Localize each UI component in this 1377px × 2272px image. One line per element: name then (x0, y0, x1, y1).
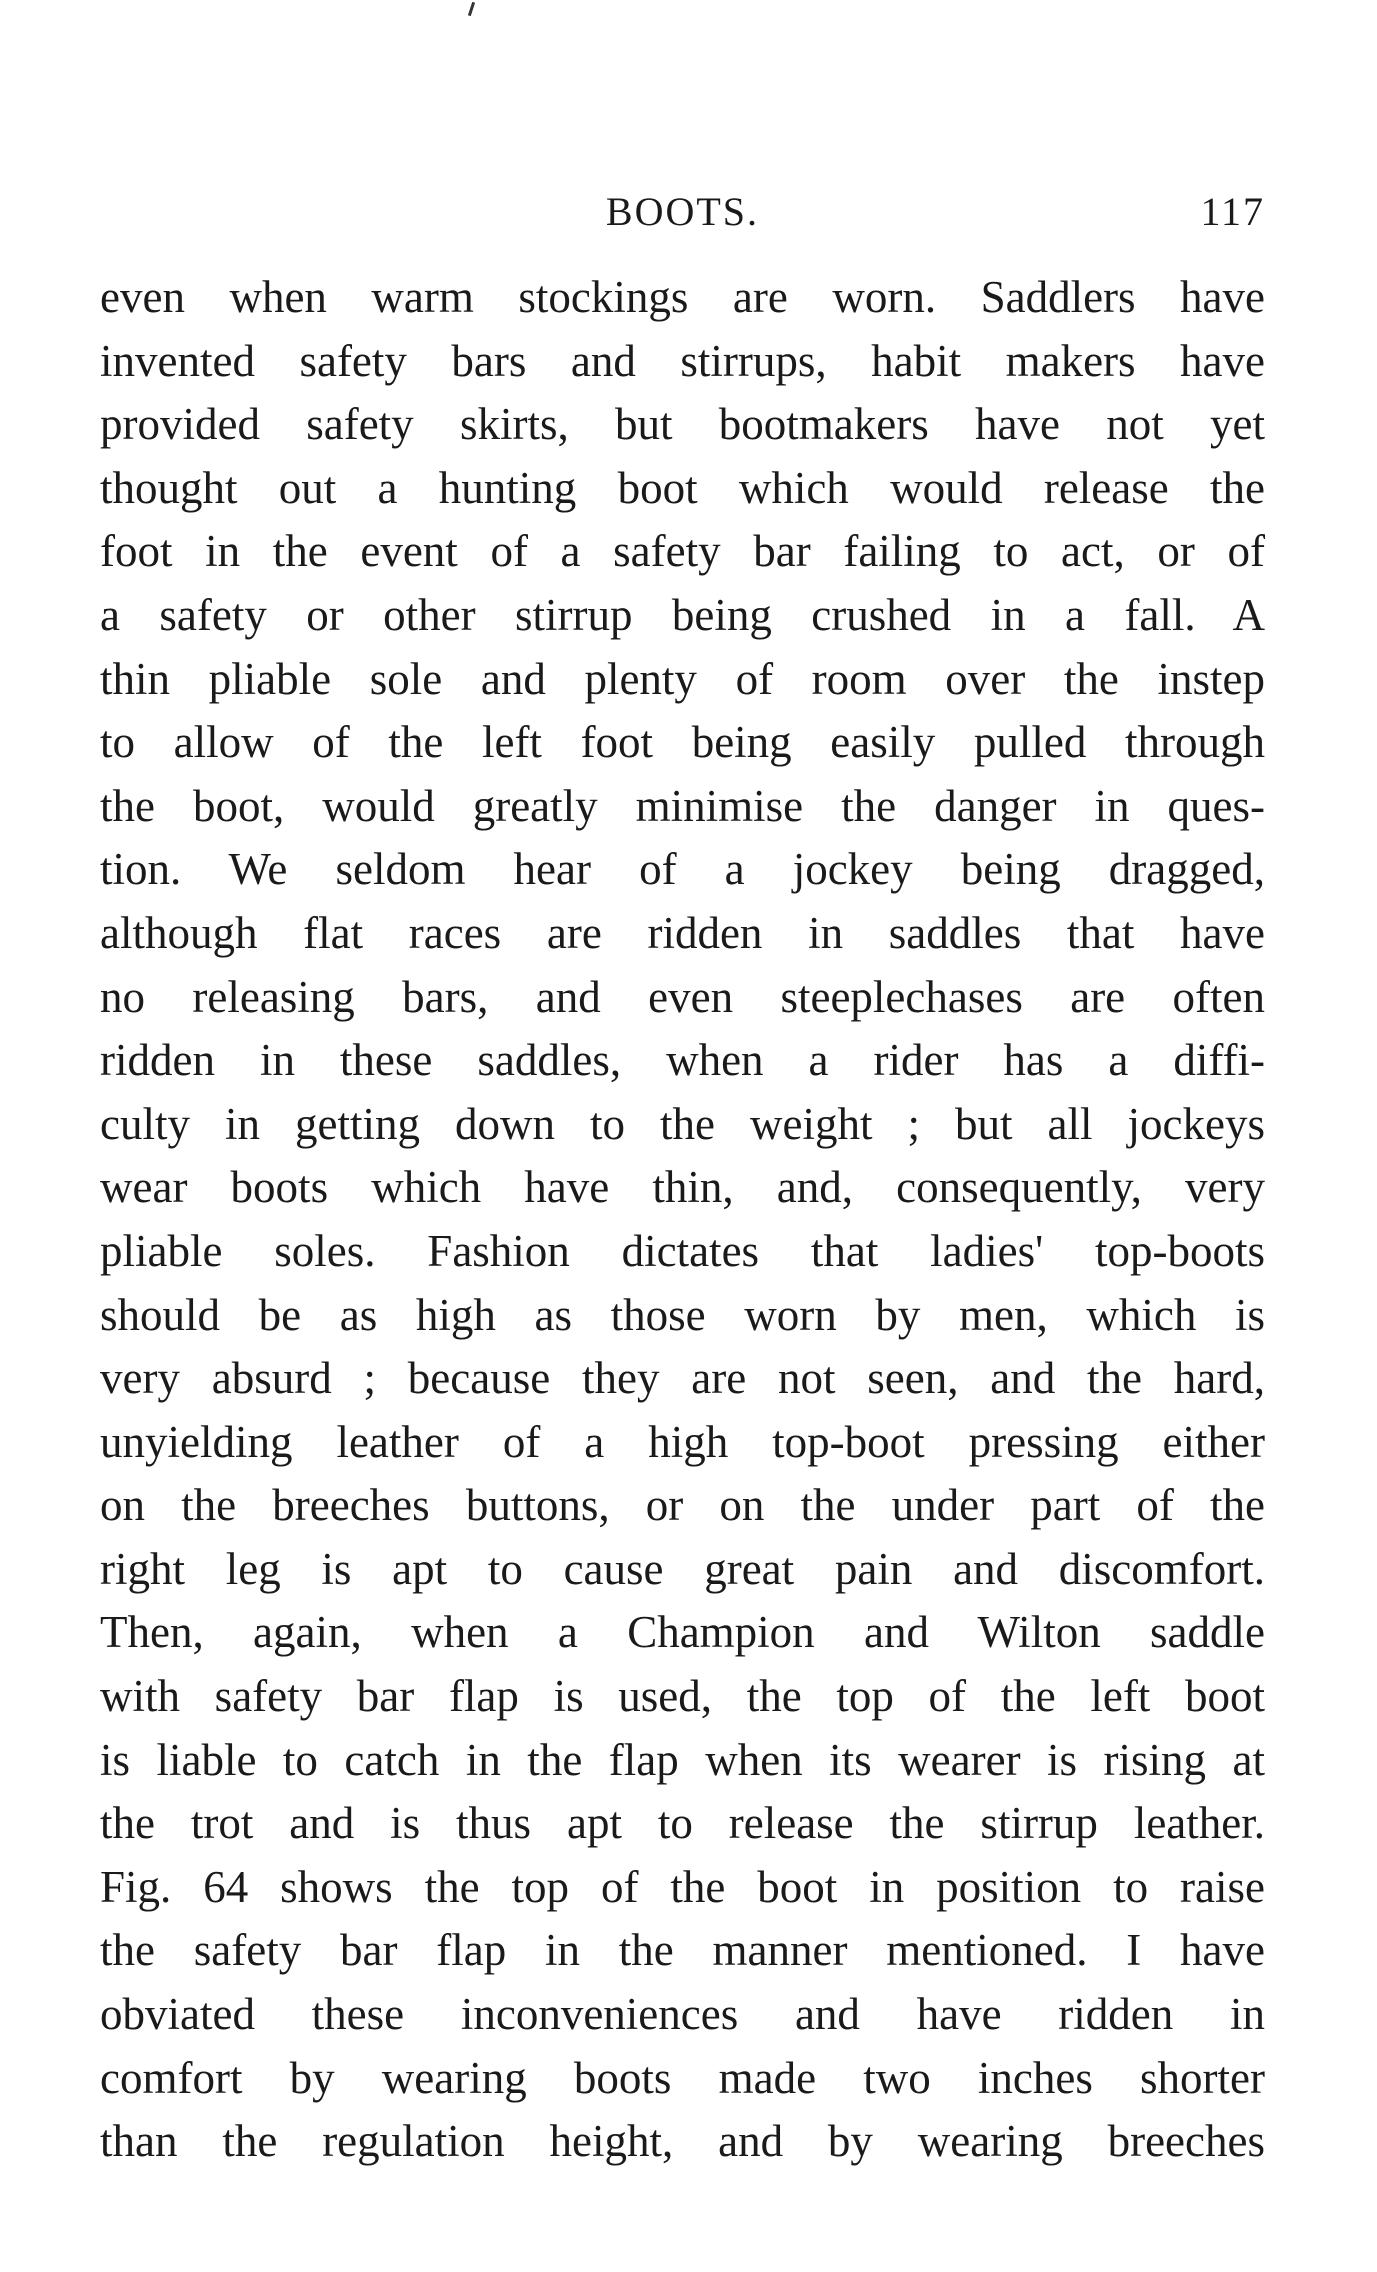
text-line: thin pliable sole and plenty of room over the instep (100, 653, 1265, 704)
text-line: wear boots which have thin, and, consequently, very (100, 1162, 1265, 1213)
text-line: with safety bar flap is used, the top of the left boot (100, 1671, 1265, 1722)
text-line: is liable to catch in the flap when its wearer is rising at (100, 1734, 1265, 1785)
text-line: the boot, would greatly minimise the danger in ques- (100, 780, 1265, 831)
text-line: on the breeches buttons, or on the under part of the (100, 1480, 1265, 1531)
text-line: thought out a hunting boot which would release the (100, 462, 1265, 513)
page-title: BOOTS. (605, 189, 760, 234)
text-line: no releasing bars, and even steeplechases are often (100, 971, 1265, 1022)
text-line: the trot and is thus apt to release the stirrup leather. (100, 1798, 1265, 1849)
text-line: ridden in these saddles, when a rider has a diffi- (100, 1035, 1265, 1086)
text-line: tion. We seldom hear of a jockey being dragged, (100, 844, 1265, 895)
running-head (100, 182, 1265, 242)
text-line: comfort by wearing boots made two inches shorter (100, 2052, 1265, 2103)
body-text (100, 266, 1265, 2174)
text-line: to allow of the left foot being easily pulled through (100, 717, 1265, 768)
text-line: invented safety bars and stirrups, habit makers have (100, 335, 1265, 386)
text-line: foot in the event of a safety bar failing to act, or of (100, 526, 1265, 577)
text-line: Then, again, when a Champion and Wilton saddle (100, 1607, 1265, 1658)
text-line: pliable soles. Fashion dictates that ladies' top-boots (100, 1225, 1265, 1276)
text-line: even when warm stockings are worn. Saddlers have (100, 272, 1265, 322)
text-line: than the regulation height, and by wearing breeches (100, 2116, 1265, 2167)
page-number: 117 (1200, 189, 1265, 234)
text-line: the safety bar flap in the manner mentioned. I have (100, 1925, 1265, 1976)
text-line: provided safety skirts, but bootmakers have not yet (100, 399, 1265, 450)
text-line: very absurd ; because they are not seen, and the hard, (100, 1353, 1265, 1404)
text-line: culty in getting down to the weight ; but all jockeys (100, 1098, 1265, 1149)
text-line: unyielding leather of a high top-boot pressing either (100, 1416, 1265, 1467)
text-line: Fig. 64 shows the top of the boot in position to raise (100, 1861, 1265, 1912)
text-line: although flat races are ridden in saddles that have (100, 907, 1265, 958)
print-speck (468, 2, 475, 16)
text-line: right leg is apt to cause great pain and discomfort. (100, 1543, 1265, 1594)
text-line: obviated these inconveniences and have ridden in (100, 1989, 1265, 2040)
text-line: a safety or other stirrup being crushed in a fall. A (100, 589, 1265, 640)
text-line: should be as high as those worn by men, which is (100, 1289, 1265, 1340)
